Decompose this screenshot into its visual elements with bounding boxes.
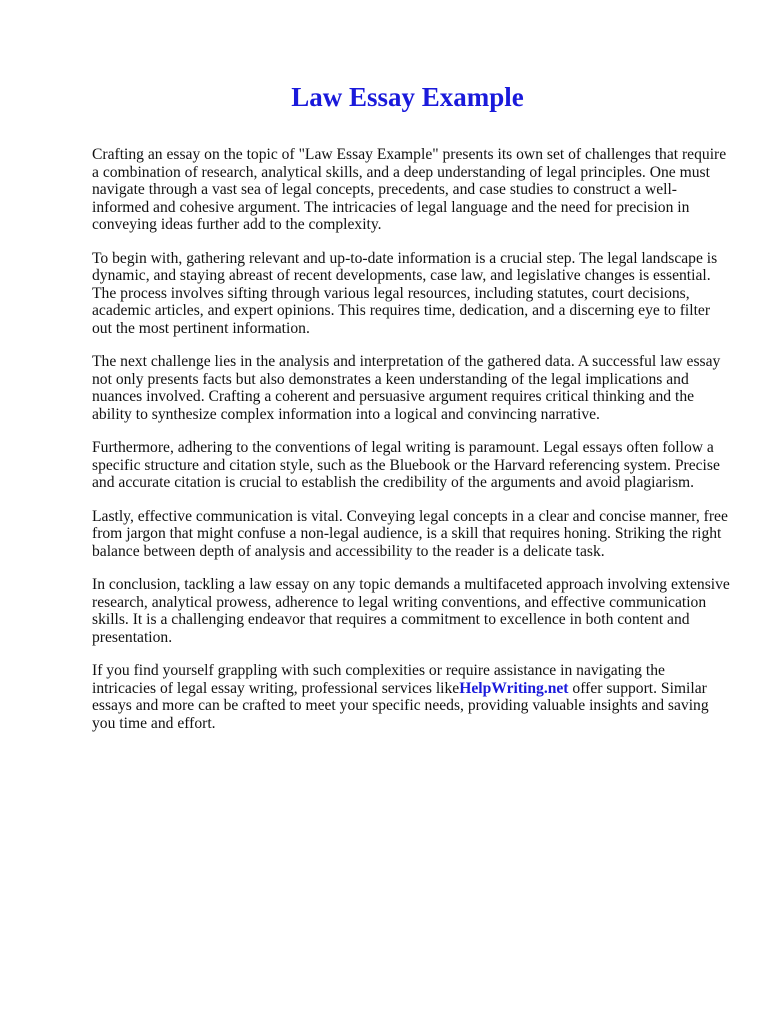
- paragraph-promo: [92, 662, 732, 732]
- paragraph-analysis: The next challenge lies in the analysis and interpretation of the gathered data. A successful law essay not only presents facts but also demonstrates a keen understanding of the legal implications and nuances involved. Crafting a coherent and persuasive argument requires critical thinking and the ability to synthesize complex information into a logical and convincing narrative.: [92, 353, 721, 423]
- paragraph-communication: Lastly, effective communication is vital. Conveying legal concepts in a clear and concise manner, free from jargon that might confuse a non-legal audience, is a skill that requires honing. Striking the right balance between depth of analysis and accessibility to the reader is a delicate task.: [92, 507, 728, 560]
- paragraph-conventions: Furthermore, adhering to the conventions of legal writing is paramount. Legal essays often follow a specific structure and citation style, such as the Bluebook or the Harvard referencing system. Precise and accurate citation is crucial to establish the credibility of the arguments and avoid plagiarism.: [92, 439, 720, 491]
- page-title: Law Essay Example: [291, 82, 524, 112]
- promo-text-before: If you find yourself grappling with such complexities or require assistance in navigating the intricacies of legal essay writing, professional services like: [92, 662, 665, 697]
- paragraph-research: To begin with, gathering relevant and up-to-date information is a crucial step. The legal landscape is dynamic, and staying abreast of recent developments, case law, and legislative changes is essential. The process involves sifting through various legal resources, including statutes, court decisions, academic articles, and expert opinions. This requires time, dedication, and a discerning eye to filter out the most pertinent information.: [92, 249, 718, 337]
- essay-body: [92, 146, 732, 748]
- paragraph-conclusion: In conclusion, tackling a law essay on any topic demands a multifaceted approach involving extensive research, analytical prowess, adherence to legal writing conventions, and effective communication skills. It is a challenging endeavor that requires a commitment to excellence in both content and presentation.: [92, 576, 730, 646]
- helpwriting-link[interactable]: HelpWriting.net: [459, 679, 569, 697]
- promo-text-after: offer support. Similar essays and more can be crafted to meet your specific needs, providing valuable insights and saving you time and effort.: [92, 679, 709, 732]
- paragraph-intro: Crafting an essay on the topic of "Law Essay Example" presents its own set of challenges that require a combination of research, analytical skills, and a deep understanding of legal principles. One must navigate through a vast sea of legal concepts, precedents, and case studies to construct a well-informed and cohesive argument. The intricacies of legal language and the need for precision in conveying ideas further add to the complexity.: [92, 146, 727, 233]
